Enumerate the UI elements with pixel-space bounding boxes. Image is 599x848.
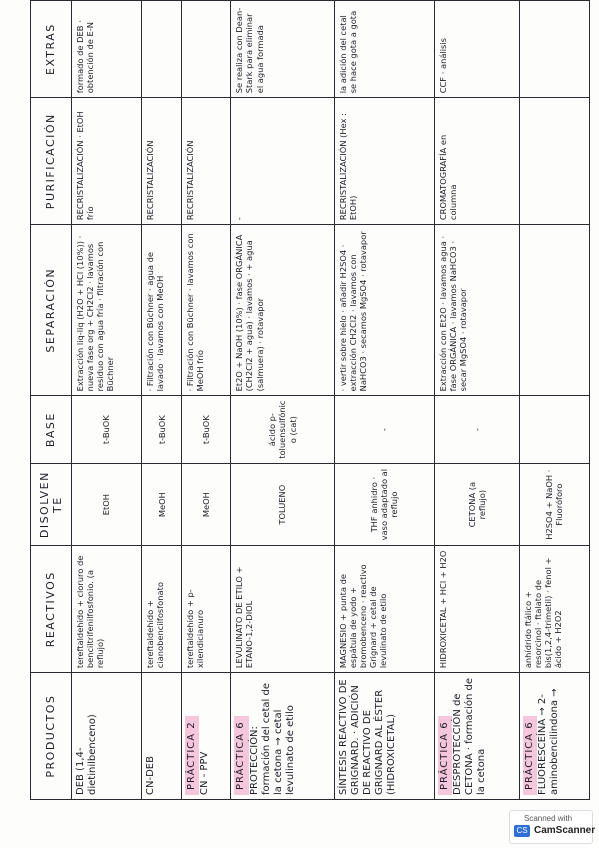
header-separacion: SEPARACIÓN: [31, 225, 72, 396]
cell-disolvente: CETONA (a reflujo): [434, 463, 519, 545]
table-row: [72, 1, 142, 800]
cell-extras: [182, 1, 231, 98]
cell-disolvente: MeOH: [141, 463, 181, 545]
cell-producto: [231, 673, 334, 800]
cell-separacion: · vertir sobre hielo · añadir H2SO4 · extracción CH2Cl2 · lavamos con NaHCO3 · secamos MgSO4 · rotavapor: [334, 225, 434, 396]
cell-purificacion: RECRISTALIZACIÓN (Hex : EtOH): [334, 98, 434, 225]
cell-purificacion: RECRISTALIZACIÓN: [182, 98, 231, 225]
header-base: BASE: [31, 396, 72, 464]
badge-camscanner: CamScanner: [534, 825, 596, 836]
cell-separacion: · Filtración con Büchner · lavamos con MeOH frío: [182, 225, 231, 396]
practica-tag: PRÁCTICA 6: [523, 716, 537, 795]
cell-base: t-BuOK: [141, 396, 181, 464]
table-row: [182, 1, 231, 800]
cell-disolvente: THF anhidro · vaso adaptado al reflujo: [334, 463, 434, 545]
cell-producto: [72, 673, 142, 800]
table-row: [141, 1, 181, 800]
cell-reactivos: tereftaldehido + cianobencilfosfonato: [141, 546, 181, 673]
cell-base: -: [434, 396, 519, 464]
cell-base: -: [334, 396, 434, 464]
practica-tag: PRÁCTICA 2: [185, 716, 199, 795]
cell-extras: la adición del cetal se hace gota a gota: [334, 1, 434, 98]
cell-disolvente: MeOH: [182, 463, 231, 545]
cell-separacion: [519, 225, 589, 396]
header-extras: EXTRAS: [31, 1, 72, 98]
producto-text: DESPROTECCIÓN de CETONA · formación de la cetona: [451, 678, 488, 795]
cell-disolvente: EtOH: [72, 463, 142, 545]
producto-text: FLUORESCEÍNA → 2-aminobencilindona →: [537, 688, 561, 795]
producto-text: DEB (1,4-dietinilbenceno): [75, 714, 99, 795]
table-row: [519, 1, 589, 800]
cell-reactivos: tereftaldehido + cloruro de benciltrifenilfosfonio. (a reflujo): [72, 546, 142, 673]
cell-producto: [182, 673, 231, 800]
cell-producto: [334, 673, 434, 800]
cell-reactivos: HIDROXICETAL + HCl + H2O: [434, 546, 519, 673]
table-row: [334, 1, 434, 800]
cell-base: t-BuOK: [182, 396, 231, 464]
header-reactivos: REACTIVOS: [31, 546, 72, 673]
cell-purificacion: RECRISTALIZACIÓN · EtOH frío: [72, 98, 142, 225]
table-row: [231, 1, 334, 800]
camscanner-logo-icon: CS: [514, 825, 530, 837]
table-body: [72, 1, 590, 800]
cell-reactivos: MAGNESIO + punta de espátula de yodo + bromobenceno · reactivo Grignard + cetal de levulinato de etilo: [334, 546, 434, 673]
producto-text: CN-DEB: [144, 756, 156, 795]
cell-purificacion: CROMATOGRAFÍA en columna: [434, 98, 519, 225]
camscanner-badge: [509, 810, 596, 844]
lab-synthesis-table: [30, 0, 590, 800]
cell-extras: formado de DEB · obtención de E-N: [72, 1, 142, 98]
cell-separacion: Extracción liq-liq (H2O + HCl (10%)) · nueva fase org + CH2Cl2 · lavamos residuo con agua fría · filtración con Büchner: [72, 225, 142, 396]
producto-text: SÍNTESIS REACTIVO DE GRIGNARD. · ADICIÓN DE REACTIVO DE GRIGNARD AL ÉSTER (HIDROXICETAL): [337, 679, 398, 795]
cell-base: ácido p-toluensulfónico (cat): [231, 396, 334, 464]
cell-extras: [519, 1, 589, 98]
cell-extras: CCF · análisis: [434, 1, 519, 98]
cell-purificacion: [519, 98, 589, 225]
producto-text: PROTECCIÓN: formación del cetal de la cetona → cetal levulinato de etilo: [248, 683, 297, 795]
practica-tag: PRÁCTICA 6: [438, 716, 452, 795]
header-disolvente: DISOLVENTE: [31, 463, 72, 545]
cell-extras: Se realiza con Dean-Stark para eliminar el agua formada: [231, 1, 334, 98]
cell-disolvente: TOLUENO: [231, 463, 334, 545]
rotated-table-container: [30, 0, 590, 800]
cell-base: [519, 396, 589, 464]
cell-reactivos: anhídrido ftálico + resorcinol · ftalato de bis(1,2,4-trimetil) · fenol + ácido + H2O2: [519, 546, 589, 673]
header-purificacion: PURIFICACIÓN: [31, 98, 72, 225]
cell-disolvente: H2SO4 + NaOH · Fluoróforo: [519, 463, 589, 545]
cell-reactivos: LEVULINATO DE ETILO + ETANO-1,2-DIOL: [231, 546, 334, 673]
cell-producto: [141, 673, 181, 800]
cell-producto: [519, 673, 589, 800]
cell-separacion: Et2O + NaOH (10%) · fase ORGÁNICA (CH2Cl2 + agua) · lavamos · + agua (salmuera) · rotavapor: [231, 225, 334, 396]
table-row: [434, 1, 519, 800]
cell-purificacion: -: [231, 98, 334, 225]
cell-base: t-BuOK: [72, 396, 142, 464]
header-row: [31, 1, 72, 800]
badge-scanned-with: Scanned with: [524, 814, 573, 823]
producto-text: CN - PPV: [199, 751, 211, 795]
cell-separacion: · Filtración con Büchner · agua de lavado · lavamos con MeOH: [141, 225, 181, 396]
cell-separacion: Extracción con Et2O · lavamos agua · fase ORGÁNICA · lavamos NaHCO3 · secar MgSO4 · rotavapor: [434, 225, 519, 396]
cell-extras: [141, 1, 181, 98]
header-productos: PRODUCTOS: [31, 673, 72, 800]
practica-tag: PRÁCTICA 6: [234, 716, 248, 795]
cell-reactivos: tereftaldehido + p-xilendicianuro: [182, 546, 231, 673]
cell-purificacion: RECRISTALIZACIÓN: [141, 98, 181, 225]
cell-producto: [434, 673, 519, 800]
